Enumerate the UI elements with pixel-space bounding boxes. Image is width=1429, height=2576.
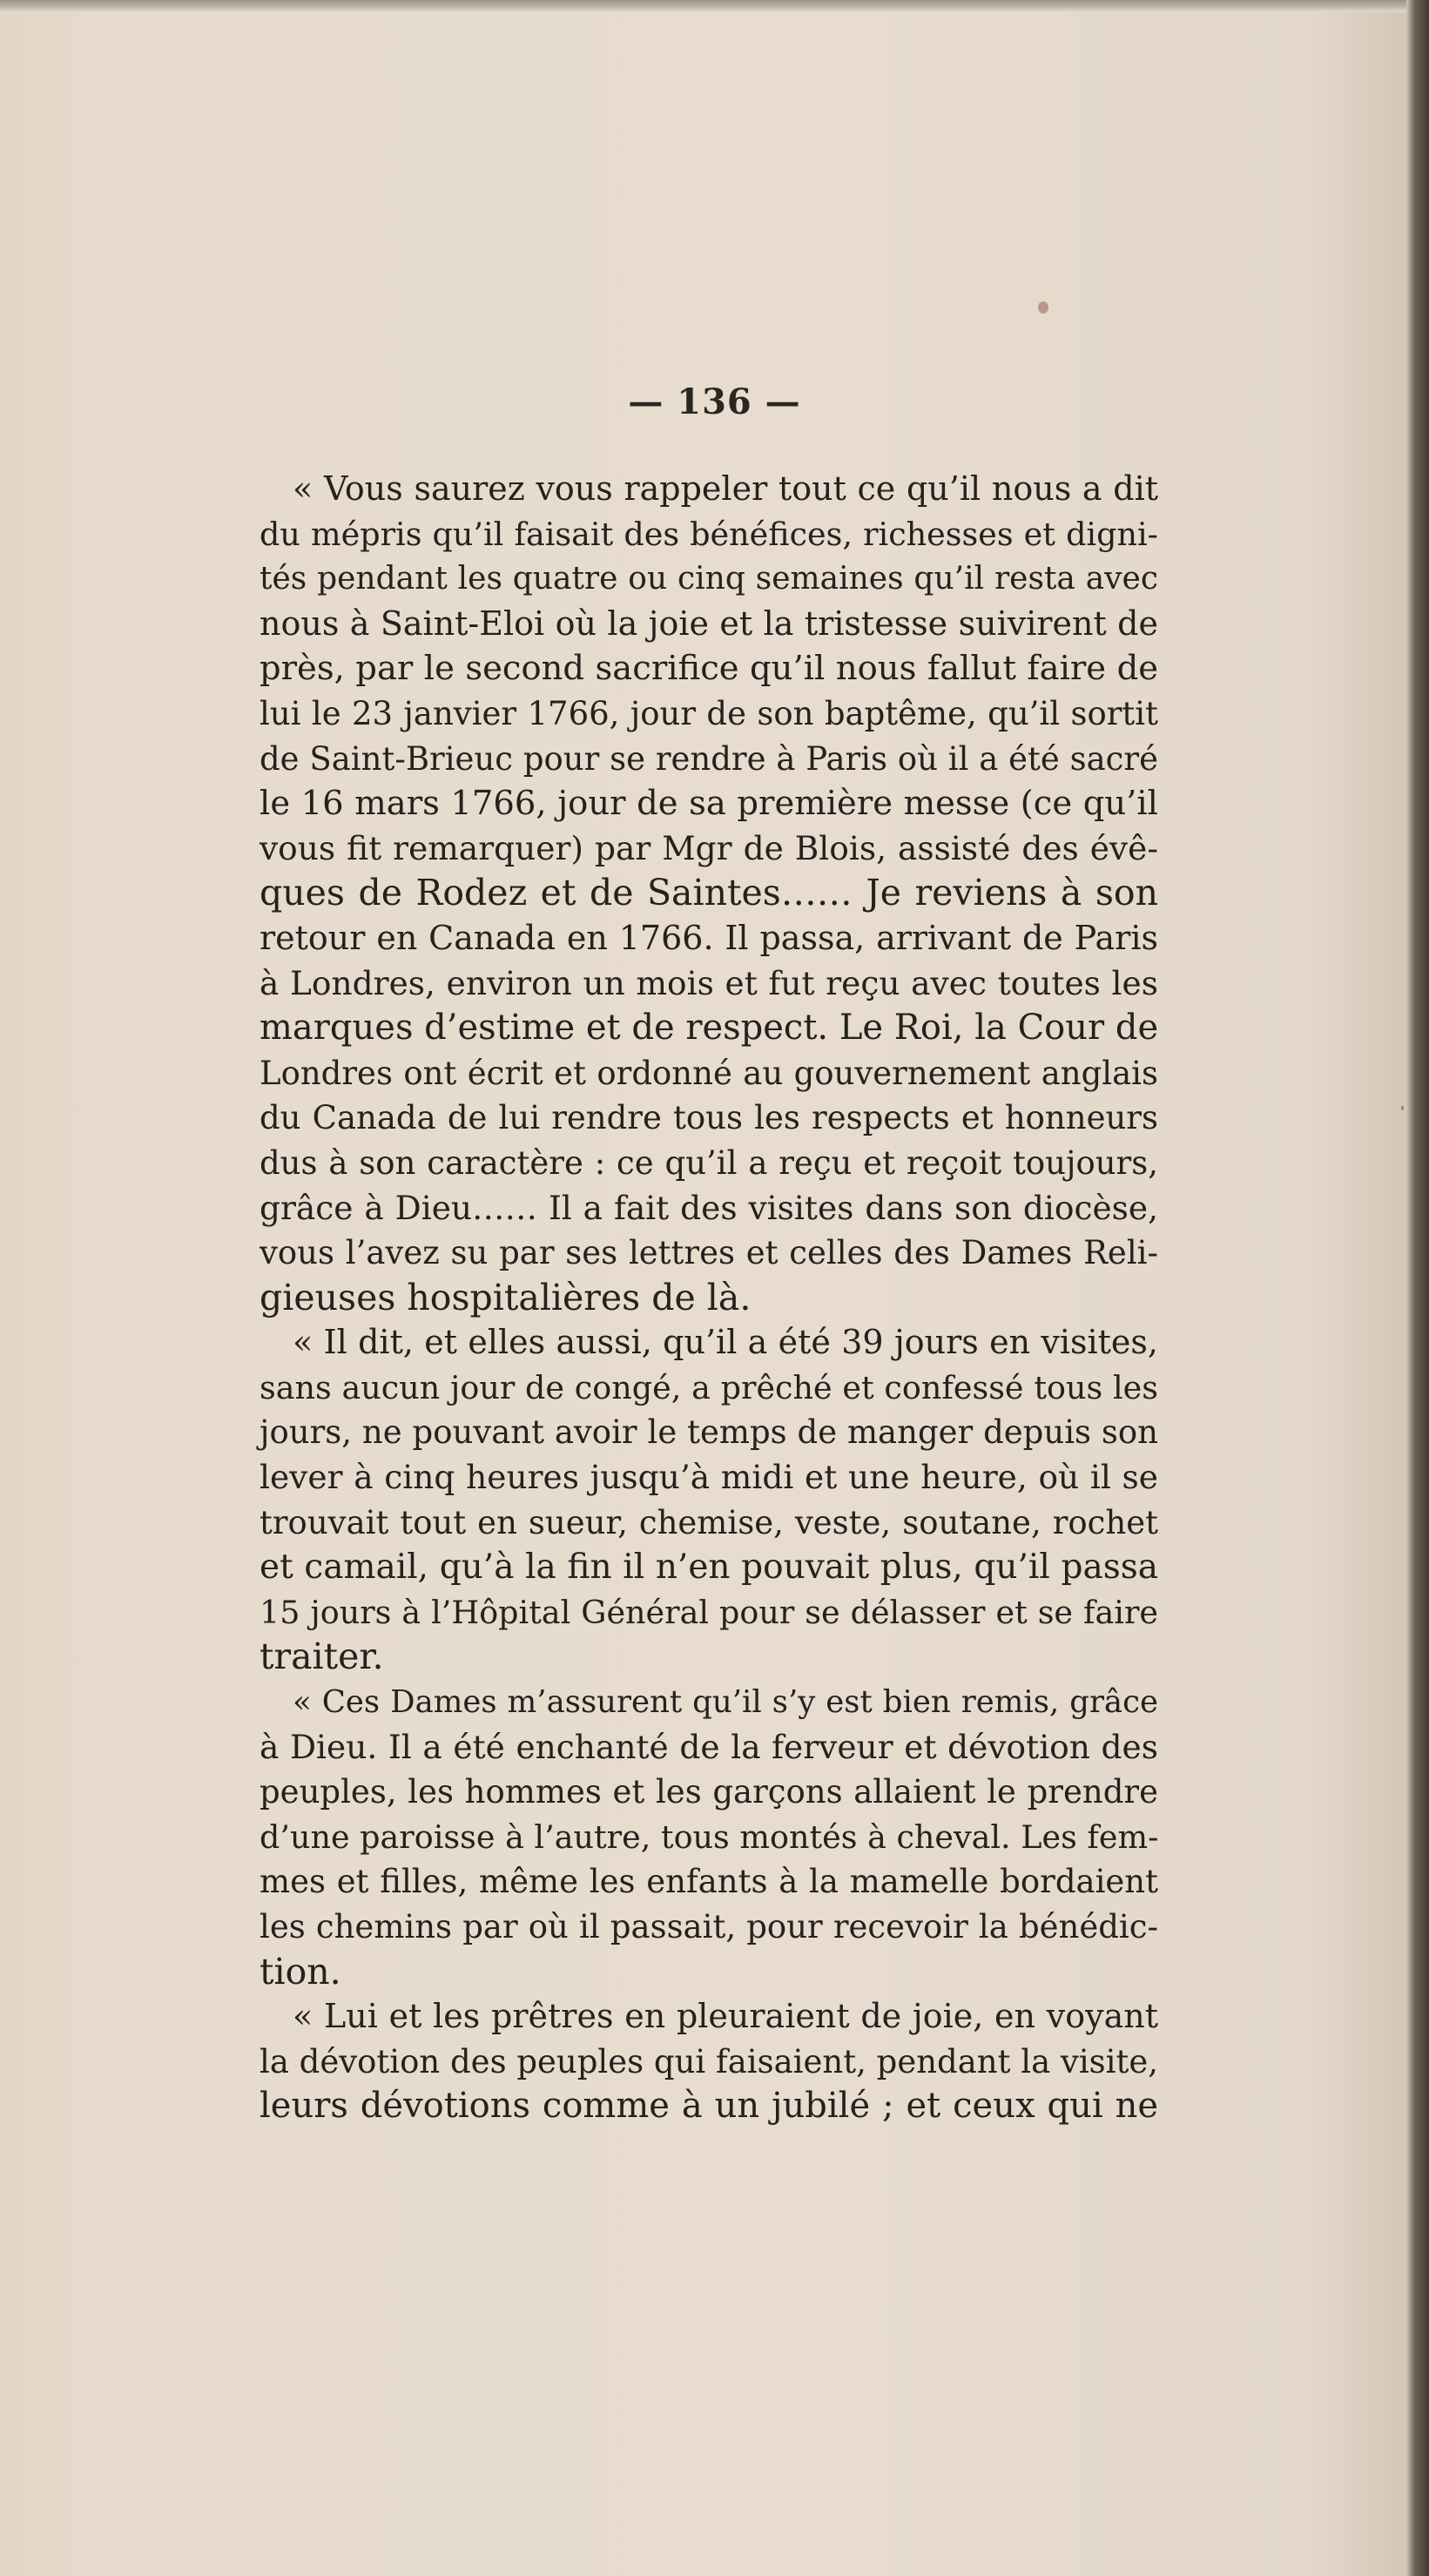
text-line: retour en Canada en 1766. Il passa, arrivant de Paris bbox=[260, 918, 1158, 957]
paper-speck bbox=[1401, 1106, 1404, 1110]
text-line: près, par le second sacrifice qu’il nous fallut faire de bbox=[260, 649, 1158, 689]
text-line: mes et filles, même les enfants à la mamelle bordaient bbox=[260, 1863, 1158, 1901]
text-line: à Londres, environ un mois et fut reçu avec toutes les bbox=[260, 963, 1158, 1002]
text-line: 15 jours à l’Hôpital Général pour se délasser et se faire bbox=[260, 1593, 1158, 1631]
page-number: — 136 — bbox=[628, 381, 801, 422]
text-line: nous à Saint-Eloi où la joie et la tristesse suivirent de bbox=[260, 604, 1158, 643]
text-line: sans aucun jour de congé, a prêché et confessé tous les bbox=[260, 1368, 1158, 1406]
text-line: et camail, qu’à la fin il n’en pouvait plus, qu’il passa bbox=[260, 1548, 1158, 1588]
text-line: jours, ne pouvant avoir le temps de manger depuis son bbox=[260, 1413, 1158, 1452]
page-top-edge bbox=[0, 0, 1429, 12]
paper-speck bbox=[1038, 301, 1048, 314]
text-line: vous fit remarquer) par Mgr de Blois, assisté des évê- bbox=[260, 828, 1158, 867]
text-line: vous l’avez su par ses lettres et celles des Dames Reli- bbox=[260, 1234, 1158, 1272]
text-line: « Il dit, et elles aussi, qu’il a été 39 jours en visites, bbox=[293, 1323, 1158, 1362]
text-line: « Lui et les prêtres en pleuraient de joie, en voyant bbox=[293, 1997, 1158, 2036]
text-line: d’une paroisse à l’autre, tous montés à cheval. Les fem- bbox=[260, 1817, 1159, 1856]
text-line: la dévotion des peuples qui faisaient, pendant la visite, bbox=[260, 2042, 1158, 2080]
text-line: marques d’estime et de respect. Le Roi, la Cour de bbox=[260, 1008, 1159, 1049]
text-line: tion. bbox=[260, 1950, 341, 1993]
text-line: « Vous saurez vous rappeler tout ce qu’il nous a dit bbox=[293, 469, 1158, 508]
text-line: peuples, les hommes et les garçons allaient le prendre bbox=[260, 1773, 1158, 1811]
text-line: tés pendant les quatre ou cinq semaines qu’il resta avec bbox=[260, 561, 1158, 597]
text-line: Londres ont écrit et ordonné au gouvernement anglais bbox=[260, 1054, 1158, 1092]
text-line: trouvait tout en sueur, chemise, veste, soutane, rochet bbox=[260, 1503, 1158, 1541]
text-line: « Ces Dames m’assurent qu’il s’y est bien remis, grâce bbox=[293, 1684, 1158, 1721]
text-line: traiter. bbox=[260, 1635, 384, 1678]
text-line: à Dieu. Il a été enchanté de la ferveur et dévotion des bbox=[260, 1727, 1158, 1766]
text-line: les chemins par où il passait, pour recevoir la bénédic- bbox=[260, 1908, 1158, 1945]
text-line: leurs dévotions comme à un jubilé ; et ceux qui ne bbox=[260, 2086, 1158, 2127]
text-line: du Canada de lui rendre tous les respects et honneurs bbox=[260, 1099, 1158, 1137]
text-line: le 16 mars 1766, jour de sa première messe (ce qu’il bbox=[260, 784, 1158, 824]
text-line: lever à cinq heures jusqu’à midi et une heure, où il se bbox=[260, 1458, 1158, 1497]
text-line: gieuses hospitalières de là. bbox=[260, 1276, 752, 1318]
text-line: ques de Rodez et de Saintes…… Je reviens à son bbox=[260, 872, 1158, 914]
text-line: lui le 23 janvier 1766, jour de son baptême, qu’il sortit bbox=[260, 694, 1158, 732]
body-text bbox=[260, 467, 1158, 2129]
text-line: du mépris qu’il faisait des bénéfices, richesses et digni- bbox=[260, 515, 1158, 553]
text-line: grâce à Dieu…… Il a fait des visites dans son diocèse, bbox=[260, 1188, 1158, 1227]
text-line: dus à son caractère : ce qu’il a reçu et reçoit toujours, bbox=[260, 1143, 1158, 1182]
text-line: de Saint-Brieuc pour se rendre à Paris où il a été sacré bbox=[260, 739, 1158, 778]
